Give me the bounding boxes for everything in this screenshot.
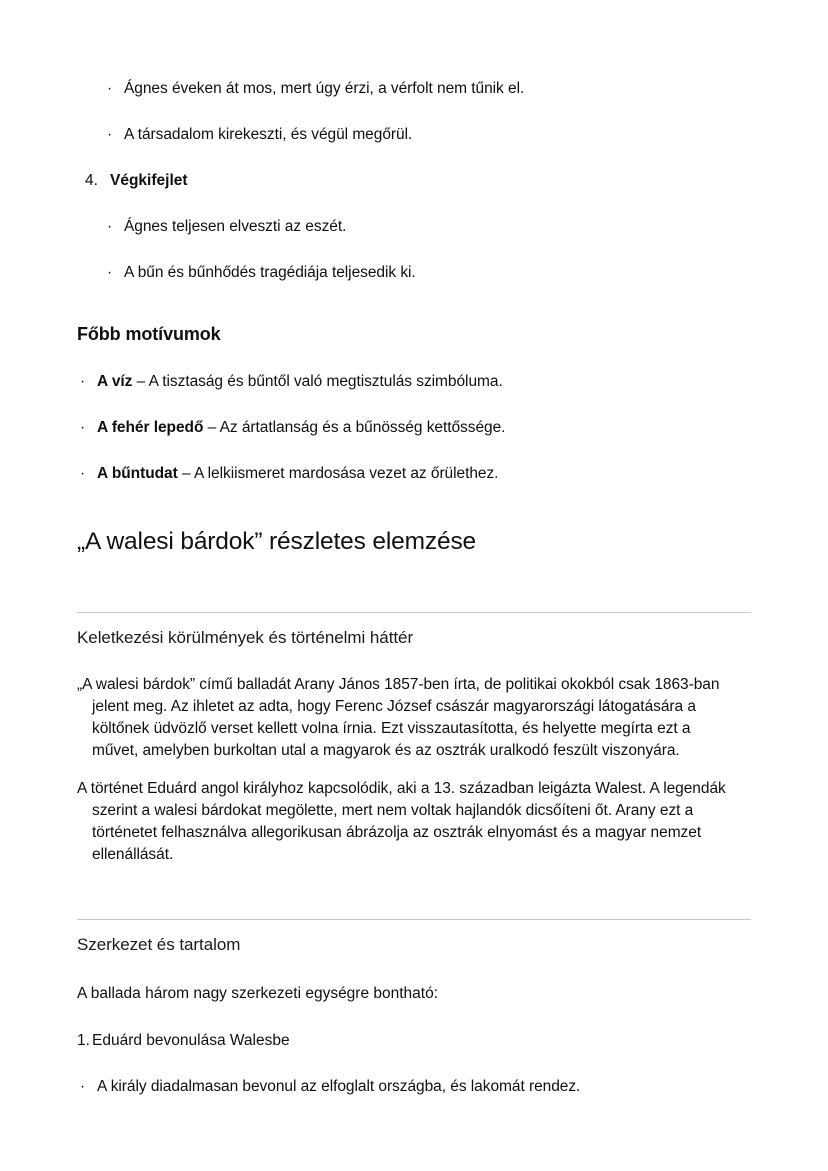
bullet-icon: · bbox=[107, 80, 113, 97]
list-item bbox=[77, 1076, 751, 1097]
bullet-icon: · bbox=[107, 264, 113, 281]
list-item-label: Ágnes teljesen elveszti az eszét. bbox=[124, 218, 347, 235]
list-item-label: A király diadalmasan bevonul az elfoglalt országba, és lakomát rendez. bbox=[97, 1078, 581, 1095]
numbered-heading-label: Végkifejlet bbox=[110, 172, 188, 189]
document-content bbox=[77, 0, 751, 1122]
section-heading-structure: Szerkezet és tartalom bbox=[77, 935, 241, 954]
paragraph-background-1: „A walesi bárdok” című balladát Arany János 1857-ben írta, de politikai okokból csak 1863-ban jelent meg. Az ihletet az adta, hogy Ferenc József császár magyarországi látogatására a költőnek üdvözlő verset kellett volna írnia. Ezt visszautasította, és helyette megírta ezt a művet, amelyben burkoltan utal a magyarok és az osztrák uralkodó feszült viszonyára. bbox=[77, 676, 720, 759]
motif-term: A fehér lepedő bbox=[97, 419, 204, 436]
list-item bbox=[77, 216, 751, 237]
motif-term: A víz bbox=[97, 373, 133, 390]
bullet-icon: · bbox=[80, 1078, 86, 1095]
motif-description: – Az ártatlanság és a bűnösség kettőssége. bbox=[203, 419, 506, 436]
motif-description: – A tisztaság és bűntől való megtisztulás szimbóluma. bbox=[132, 373, 503, 390]
numbered-heading-vegkifejlet bbox=[77, 170, 751, 191]
list-item bbox=[77, 417, 751, 438]
list-number: 4. bbox=[85, 172, 98, 189]
bullet-icon: · bbox=[80, 419, 86, 436]
list-item bbox=[77, 262, 751, 283]
paragraph-structure-intro: A ballada három nagy szerkezeti egységre bontható: bbox=[77, 985, 439, 1002]
list-item bbox=[77, 124, 751, 145]
list-item bbox=[77, 78, 751, 99]
bullet-icon: · bbox=[80, 373, 86, 390]
list-item-label: Ágnes éveken át mos, mert úgy érzi, a vérfolt nem tűnik el. bbox=[124, 80, 525, 97]
bullet-icon: · bbox=[107, 126, 113, 143]
motif-description: – A lelkiismeret mardosása vezet az őrülethez. bbox=[177, 465, 499, 482]
numbered-item-eduard bbox=[77, 1030, 751, 1051]
section-heading-background: Keletkezési körülmények és történelmi háttér bbox=[77, 628, 414, 647]
page-title: „A walesi bárdok” részletes elemzése bbox=[77, 528, 477, 555]
list-item-label: A társadalom kirekeszti, és végül megőrül. bbox=[124, 126, 413, 143]
paragraph-background-2: A történet Eduárd angol királyhoz kapcsolódik, aki a 13. században leigázta Walest. A legendák szerint a walesi bárdokat megölette, mert nem voltak hajlandók dicsőíteni őt. Arany ezt a történetet felhasználva allegorikusan ábrázolja az osztrák elnyomást és a magyar nemzet ellenállását. bbox=[77, 780, 726, 863]
list-item bbox=[77, 463, 751, 484]
list-item bbox=[77, 371, 751, 392]
list-number: 1. bbox=[77, 1032, 90, 1049]
section-heading-motifs: Főbb motívumok bbox=[77, 324, 221, 344]
bullet-icon: · bbox=[80, 465, 86, 482]
bullet-icon: · bbox=[107, 218, 113, 235]
numbered-item-label: Eduárd bevonulása Walesbe bbox=[92, 1032, 290, 1049]
list-item-label: A bűn és bűnhődés tragédiája teljesedik ki. bbox=[124, 264, 416, 281]
motif-term: A bűntudat bbox=[97, 465, 178, 482]
